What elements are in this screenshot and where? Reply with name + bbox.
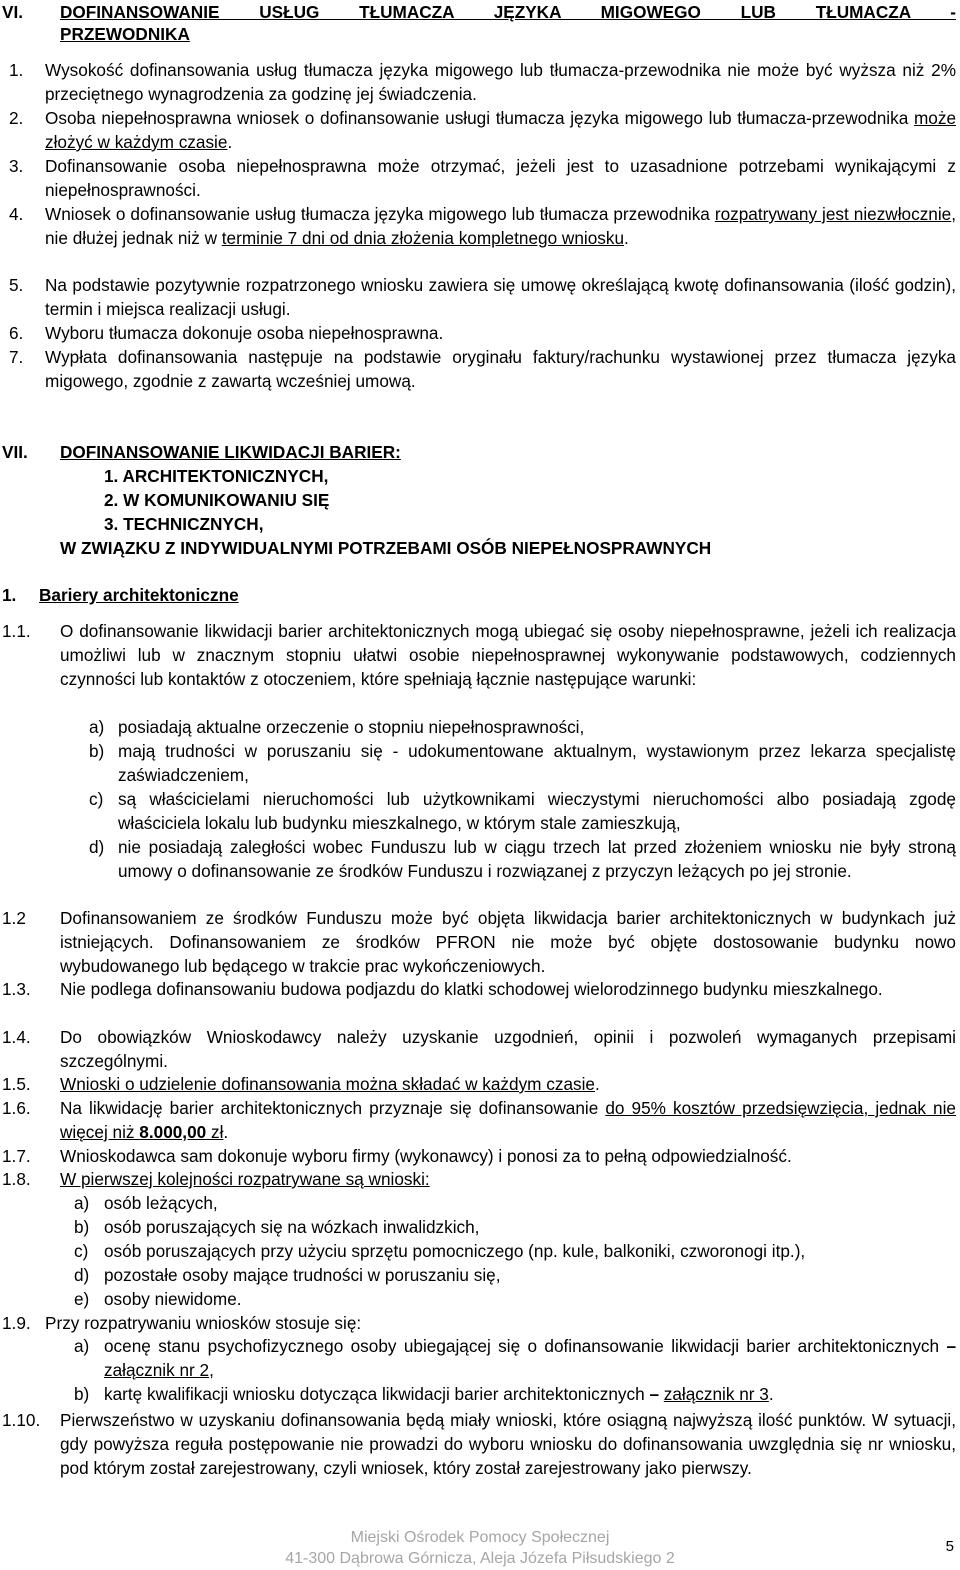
section-title: DOFINANSOWANIE USŁUG TŁUMACZA JĘZYKA MIGOWEGO LUB TŁUMACZA - [60, 2, 956, 22]
section-roman: VI. [2, 2, 24, 22]
paragraph-1-7: 1.7. Wnioskodawca sam dokonuje wyboru firmy (wykonawcy) i ponosi za to pełną odpowiedzialność. [2, 1146, 792, 1166]
barrier-type: 2. W KOMUNIKOWANIU SIĘ [104, 490, 330, 510]
condition-item: c) są właścicielami nieruchomości lub użytkownikami wieczystymi nieruchomości albo posiadają zgodę właściciela lokalu lub budynku mieszkalnego, w którym stale zamieszkują, [89, 789, 956, 833]
barrier-type: 1. ARCHITEKTONICZNYCH, [104, 466, 329, 486]
section-vii-heading [0, 440, 960, 464]
list-item: 5. Na podstawie pozytywnie rozpatrzonego wniosku zawiera się umowę określającą kwotę dofinansowania (ilość godzin), termin i miejsca realizacji usługi. [9, 275, 956, 319]
list-item: 6. Wyboru tłumacza dokonuje osoba niepełnosprawna. [9, 323, 444, 343]
priority-item: b) osób poruszających się na wózkach inwalidzkich, [74, 1217, 480, 1237]
section-title: DOFINANSOWANIE LIKWIDACJI BARIER: [60, 442, 401, 462]
section-title: PRZEWODNIKA [60, 24, 190, 44]
paragraph-1-8: 1.8. W pierwszej kolejności rozpatrywane są wnioski: [2, 1169, 430, 1189]
list-item: 1. Wysokość dofinansowania usług tłumacza języka migowego lub tłumacza-przewodnika nie może być wyższa niż 2% przeciętnego wynagrodzenia za godzinę jej świadczenia. [9, 60, 956, 104]
list-item: 7. Wypłata dofinansowania następuje na podstawie oryginału faktury/rachunku wystawionej przez tłumacza języka migowego, zgodnie z zawartą wcześniej umową. [9, 347, 956, 391]
paragraph-1-1: 1.1. O dofinansowanie likwidacji barier architektonicznych mogą ubiegać się osoby niepełnosprawne, jeżeli ich realizacja umożliwi lub w znacznym stopniu ułatwi osobie niepełnosprawnej wykonywanie podstawowych, codziennych czynności lub kontaktów z otoczeniem, które spełniają łącznie następujące warunki: [2, 621, 956, 689]
paragraph-1-5: 1.5. Wnioski o udzielenie dofinansowania można składać w każdym czasie. [2, 1074, 600, 1094]
footer-institution: Miejski Ośrodek Pomocy Społecznej [350, 1529, 610, 1546]
section-vi-heading [0, 0, 960, 24]
section-vi-heading-cont [0, 22, 960, 46]
list-item: 3. Dofinansowanie osoba niepełnosprawna może otrzymać, jeżeli jest to uzasadnione potrzebami wynikającymi z niepełnosprawności. [9, 156, 956, 200]
condition-item: b) mają trudności w poruszaniu się - udokumentowane aktualnym, wystawionym przez lekarza specjalistę zaświadczeniem, [89, 741, 956, 785]
paragraph-1-6: 1.6. Na likwidację barier architektonicznych przyznaje się dofinansowanie do 95% kosztów przedsięwzięcia, jednak nie więcej niż 8.000,00 zł. [2, 1098, 956, 1142]
paragraph-1-2: 1.2 Dofinansowaniem ze środków Funduszu może być objęta likwidacja barier architektonicznych w budynkach już istniejących. Dofinansowaniem ze środków PFRON nie może być objęte dostosowanie budynku nowo wybudowanego lub będącego w trakcie prac wykończeniowych. [2, 908, 956, 976]
priority-item: e) osoby niewidome. [74, 1289, 242, 1309]
list-item: 2. Osoba niepełnosprawna wniosek o dofinansowanie usługi tłumacza języka migowego lub tłumacza-przewodnika może złożyć w każdym czasie. [9, 108, 956, 152]
criteria-item: b) kartę kwalifikacji wniosku dotycząca likwidacji barier architektonicznych – załącznik nr 3. [74, 1384, 774, 1404]
paragraph-1-4: 1.4. Do obowiązków Wnioskodawcy należy uzyskanie uzgodnień, opinii i pozwoleń wymaganych przepisami szczególnymi. [2, 1027, 956, 1071]
page-number: 5 [945, 1538, 954, 1555]
attachment-3-ref: załącznik nr 3 [663, 1384, 769, 1404]
barrier-type: 3. TECHNICZNYCH, [104, 514, 264, 534]
section-subtitle: W ZWIĄZKU Z INDYWIDUALNYMI POTRZEBAMI OSÓB NIEPEŁNOSPRAWNYCH [60, 538, 712, 558]
paragraph-1-3: 1.3. Nie podlega dofinansowaniu budowa podjazdu do klatki schodowej wielorodzinnego budynku mieszkalnego. [2, 979, 883, 999]
criteria-item: a) ocenę stanu psychofizycznego osoby ubiegającej się o dofinansowanie likwidacji barier architektonicznych – załącznik nr 2, [74, 1336, 956, 1380]
list-item: 4. Wniosek o dofinansowanie usług tłumacza języka migowego lub tłumacza przewodnika rozpatrywany jest niezwłocznie, nie dłużej jednak niż w terminie 7 dni od dnia złożenia kompletnego wniosku. [9, 204, 957, 248]
condition-item: a) posiadają aktualne orzeczenie o stopniu niepełnosprawności, [89, 717, 585, 737]
condition-item: d) nie posiadają zaległości wobec Funduszu lub w ciągu trzech lat przed złożeniem wniosku nie były stroną umowy o dofinansowanie ze środków Funduszu i rozwiązanej z przyczyn leżących po jej stronie. [89, 837, 956, 881]
section-roman: VII. [2, 442, 28, 462]
paragraph-1-10: 1.10. Pierwszeństwo w uzyskaniu dofinansowania będą miały wnioski, które osiągną najwyższą ilość punktów. W sytuacji, gdy powyższa reguła postępowanie nie prowadzi do wyboru wniosku do dofinansowania uwzględnia się nr wniosku, pod którym został zarejestrowany, czyli wniosek, który został zarejestrowany jako pierwszy. [2, 1410, 956, 1478]
priority-item: d) pozostałe osoby mające trudności w poruszaniu się, [74, 1265, 501, 1285]
priority-item: c) osób poruszających przy użyciu sprzętu pomocniczego (np. kule, balkoniki, czworonogi itp.), [74, 1241, 806, 1261]
footer-address: 41-300 Dąbrowa Górnicza, Aleja Józefa Piłsudskiego 2 [285, 1550, 675, 1567]
priority-item: a) osób leżących, [74, 1193, 218, 1213]
paragraph-1-9: 1.9. Przy rozpatrywaniu wniosków stosuje się: [2, 1313, 362, 1333]
subsection-heading: 1. Bariery architektoniczne [2, 585, 239, 605]
attachment-2-ref: załącznik nr 2 [104, 1360, 210, 1380]
